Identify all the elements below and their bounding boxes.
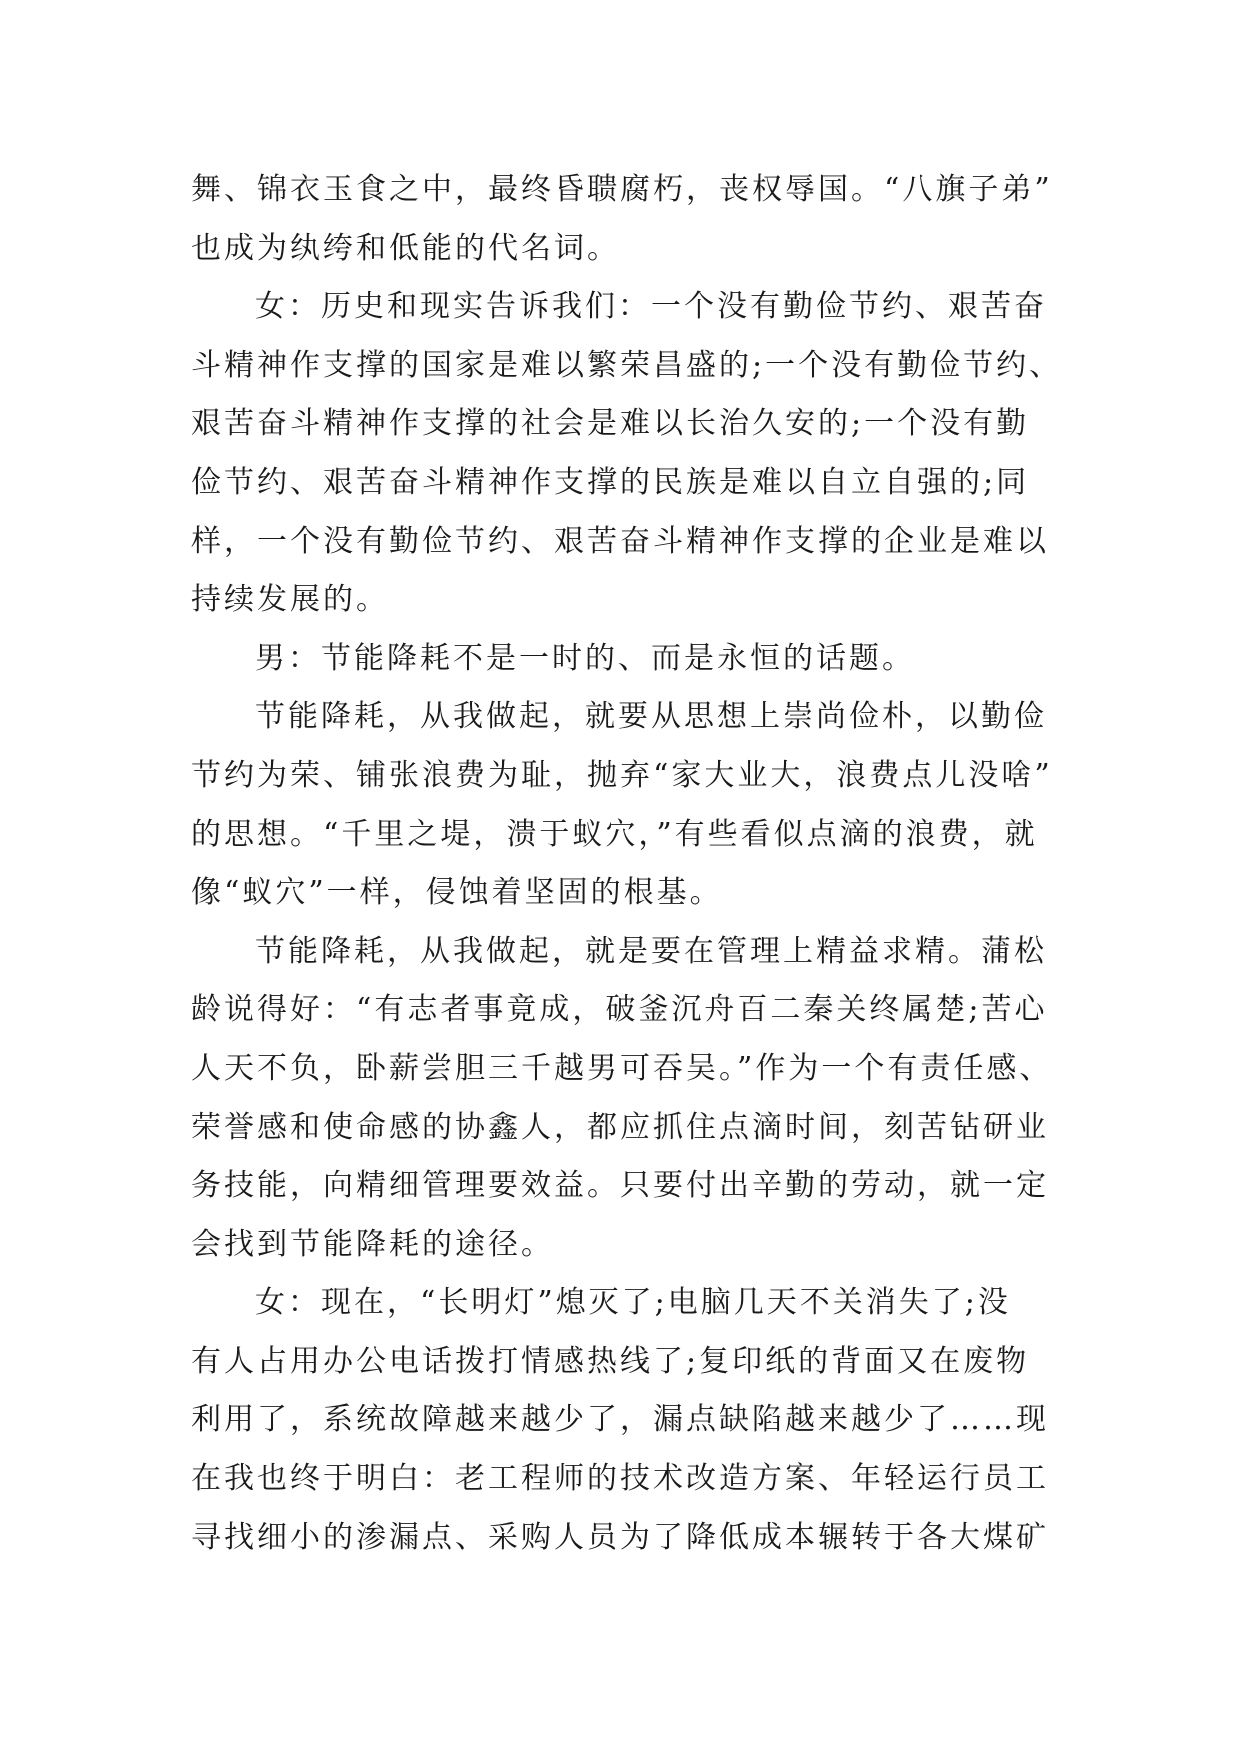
text-line: 有人占用办公电话拨打情感热线了;复印纸的背面又在废物: [191, 1343, 1030, 1379]
text-line: 龄说得好：“有志者事竟成，破釜沉舟百二秦关终属楚;苦心: [191, 992, 1048, 1028]
paragraph-first-line: 节能降耗，从我做起，就是要在管理上精益求精。蒲松: [255, 933, 1047, 969]
text-line: 像“蚁穴”一样，侵蚀着坚固的根基。: [191, 875, 723, 911]
text-line: 在我也终于明白：老工程师的技术改造方案、年轻运行员工: [191, 1461, 1049, 1497]
document-body: [191, 161, 1061, 1567]
paragraph-first-line: 女：现在，“长明灯”熄灭了;电脑几天不关消失了;没: [255, 1285, 1011, 1321]
text-line: 舞、锦衣玉食之中，最终昏聩腐朽，丧权辱国。“八旗子弟”: [191, 172, 1053, 207]
text-line: 样，一个没有勤俭节约、艰苦奋斗精神作支撑的企业是难以: [191, 523, 1049, 559]
text-line: 斗精神作支撑的国家是难以繁荣昌盛的;一个没有勤俭节约、: [191, 347, 1063, 383]
text-line: 节约为荣、铺张浪费为耻，抛弃“家大业大，浪费点儿没啥”: [191, 757, 1053, 793]
text-line: 会找到节能降耗的途径。: [191, 1226, 554, 1262]
text-line: 也成为纨绔和低能的代名词。: [191, 230, 620, 266]
text-line: 务技能，向精细管理要效益。只要付出辛勤的劳动，就一定: [191, 1168, 1049, 1204]
paragraph-first-line: 女：历史和现实告诉我们：一个没有勤俭节约、艰苦奋: [255, 289, 1047, 325]
text-line: 艰苦奋斗精神作支撑的社会是难以长治久安的;一个没有勤: [191, 406, 1030, 442]
text-line: 利用了，系统故障越来越少了，漏点缺陷越来越少了……现: [191, 1402, 1049, 1438]
text-line: 人天不负，卧薪尝胆三千越男可吞吴。”作为一个有责任感、: [191, 1050, 1053, 1086]
text-line: 俭节约、艰苦奋斗精神作支撑的民族是难以自立自强的;同: [191, 464, 1030, 500]
paragraph-first-line: 男：节能降耗不是一时的、而是永恒的话题。: [255, 640, 915, 676]
text-line: 荣誉感和使命感的协鑫人，都应抓住点滴时间，刻苦钻研业: [191, 1109, 1049, 1145]
text-line: 的思想。“千里之堤，溃于蚁穴，”有些看似点滴的浪费，就: [191, 816, 1038, 852]
text-line: 寻找细小的渗漏点、采购人员为了降低成本辗转于各大煤矿: [191, 1519, 1049, 1555]
paragraph-first-line: 节能降耗，从我做起，就要从思想上崇尚俭朴，以勤俭: [255, 699, 1047, 735]
text-line: 持续发展的。: [191, 582, 389, 618]
